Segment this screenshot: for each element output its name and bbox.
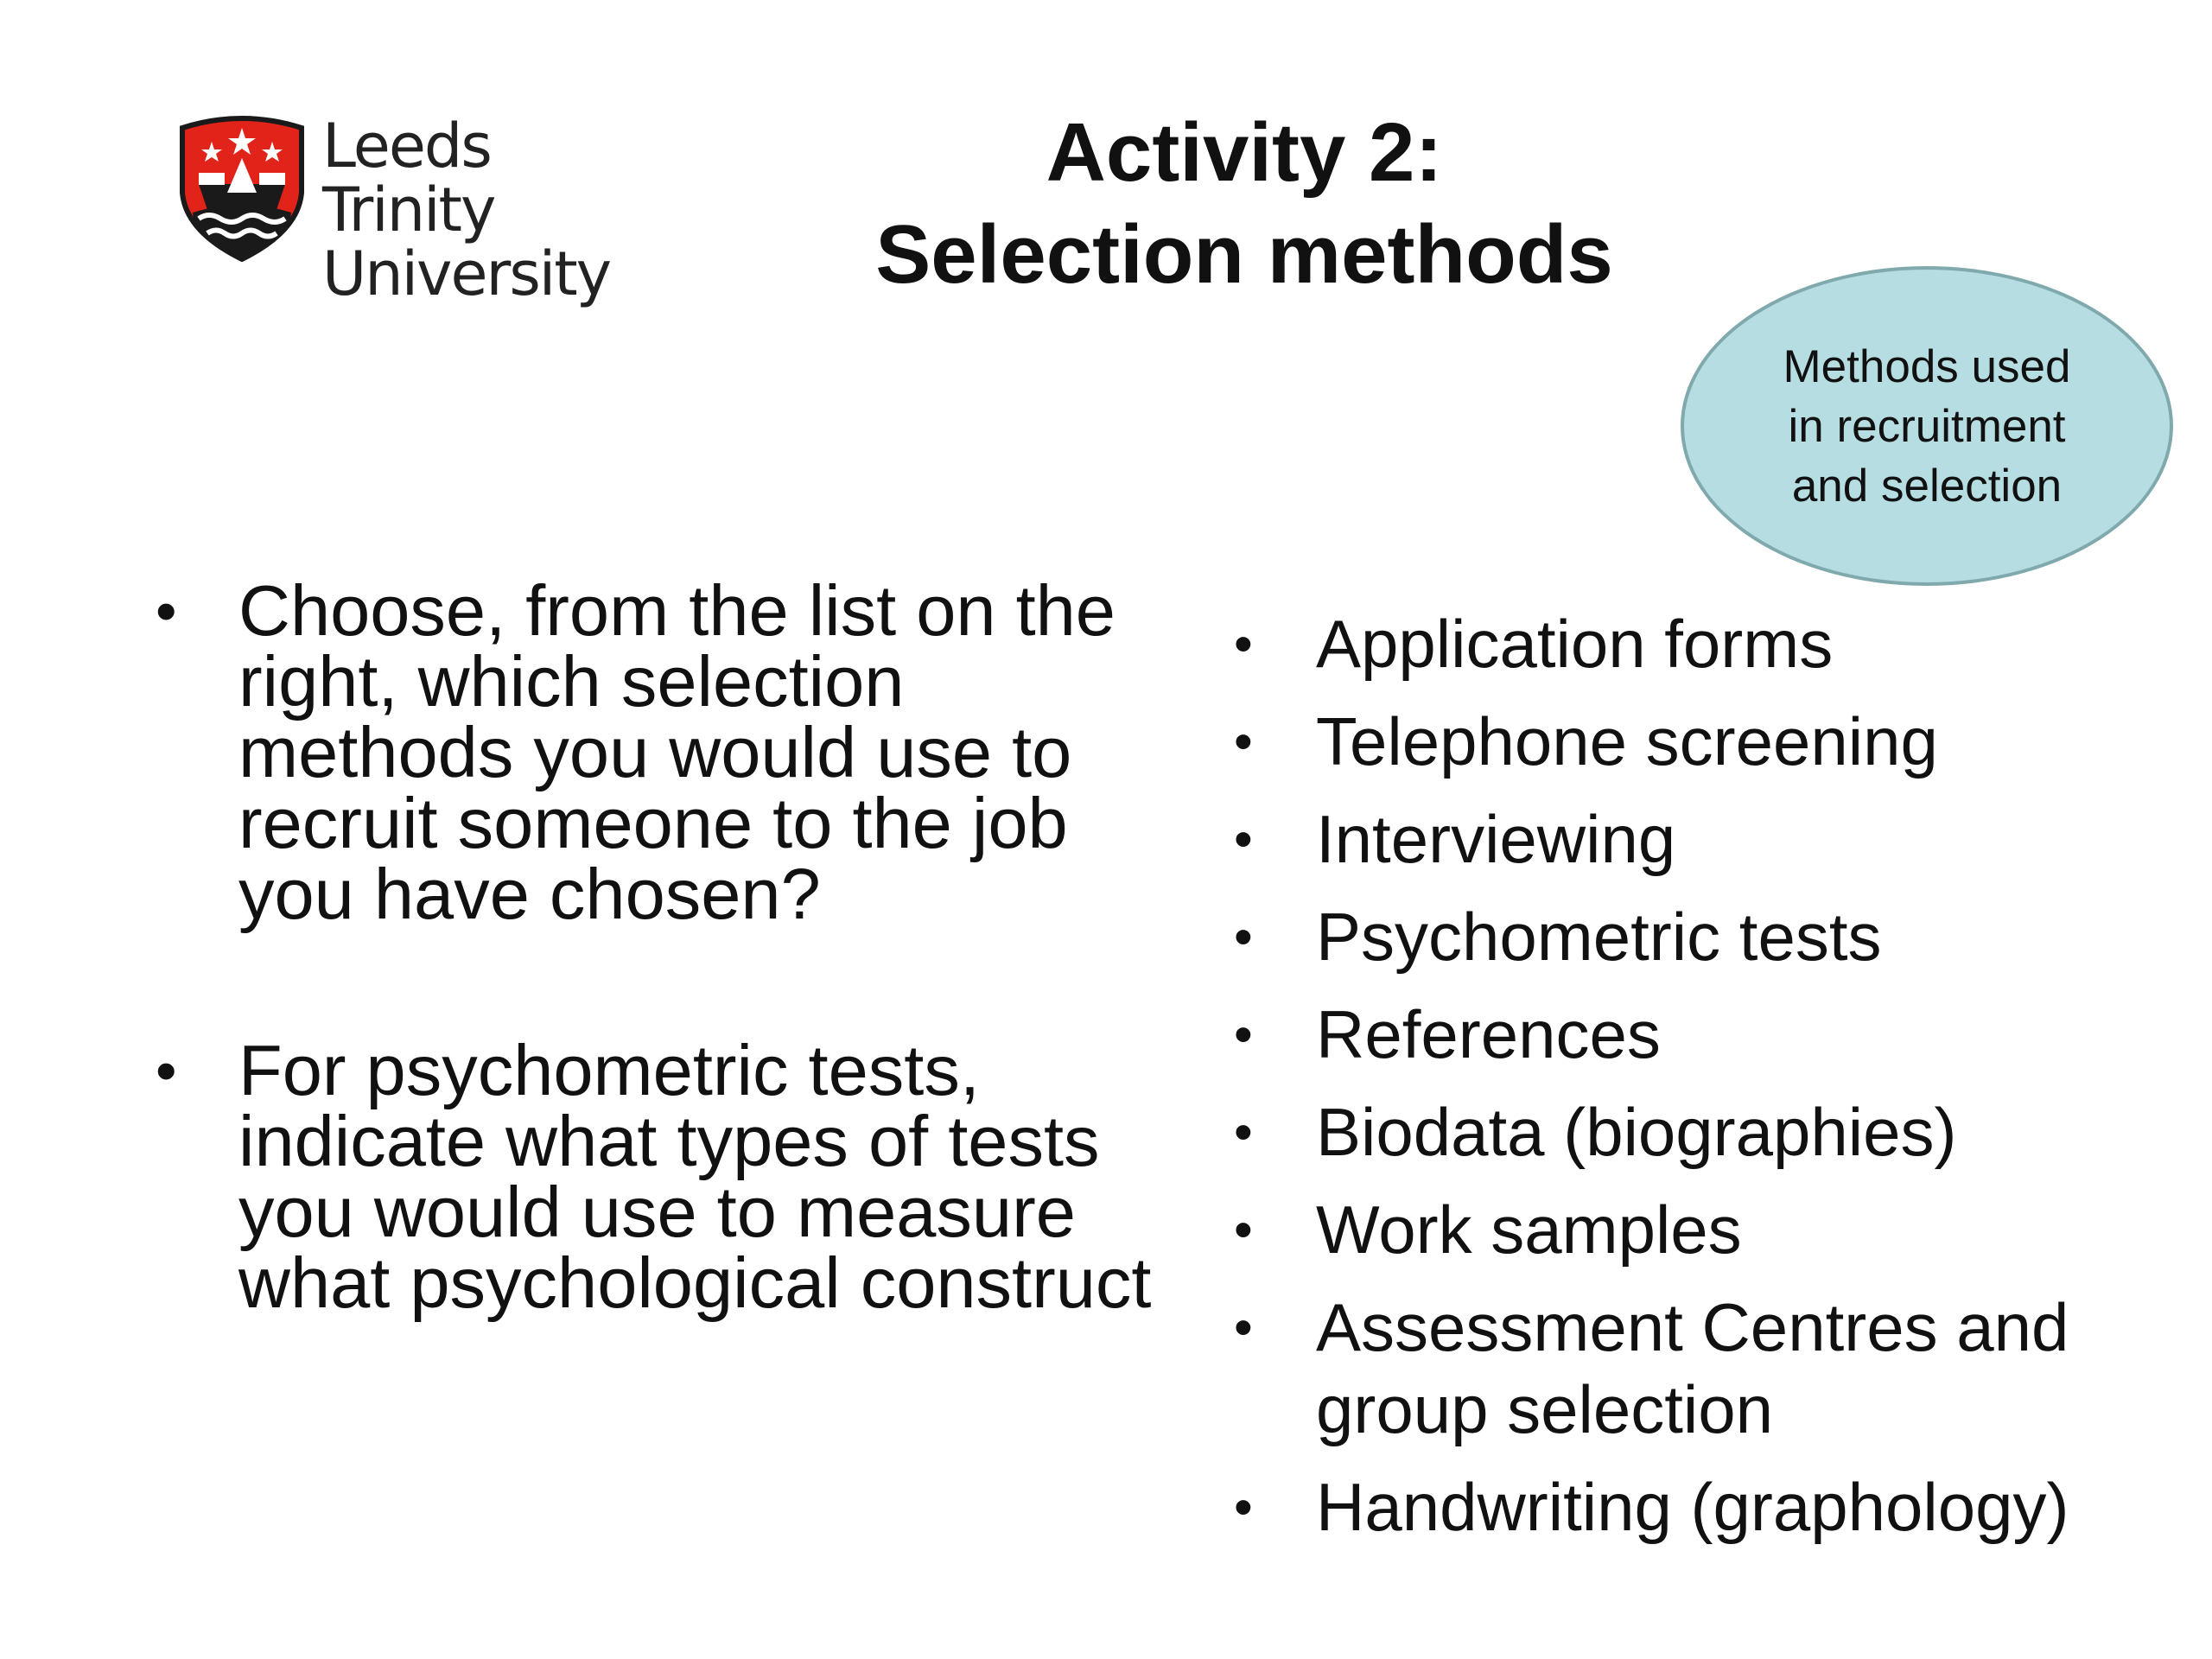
bullet-icon: • [1234, 907, 1253, 967]
instruction-item [156, 1030, 1192, 1323]
method-text: Assessment Centres and group selection [1316, 1289, 2069, 1447]
bullet-icon: • [1234, 712, 1253, 772]
method-item [1234, 1287, 2184, 1451]
bullet-icon: • [1234, 1298, 1253, 1357]
method-item [1234, 994, 2184, 1076]
method-text: Handwriting (graphology) [1316, 1469, 2069, 1545]
method-item [1234, 1466, 2184, 1548]
method-item [1234, 603, 2184, 685]
method-item [1234, 1189, 2184, 1271]
title-line-2: Selection methods [875, 208, 1613, 301]
shield-crest-icon [177, 111, 307, 262]
bullet-icon: • [1234, 810, 1253, 869]
bullet-icon: • [1234, 1103, 1253, 1162]
method-text: Psychometric tests [1316, 899, 1882, 975]
bullet-icon: • [1234, 1200, 1253, 1260]
method-text: Telephone screening [1316, 703, 1938, 779]
university-logo [177, 111, 678, 309]
bullet-icon: • [156, 1037, 177, 1104]
logo-line-1: Leeds Trinity [322, 111, 495, 245]
instructions-list [156, 570, 1192, 1424]
method-text: Work samples [1316, 1192, 1742, 1268]
bullet-icon: • [156, 577, 177, 645]
slide-title [778, 102, 1711, 306]
method-text: Interviewing [1316, 801, 1676, 877]
method-item [1234, 798, 2184, 880]
method-text: Biodata (biographies) [1316, 1094, 1957, 1170]
methods-bubble [1681, 266, 2173, 586]
bullet-icon: • [1234, 614, 1253, 674]
bullet-icon: • [1234, 1478, 1253, 1537]
logo-wordmark [322, 111, 678, 309]
method-item [1234, 1091, 2184, 1173]
title-line-1: Activity 2: [1046, 106, 1443, 199]
instruction-item [156, 570, 1192, 934]
methods-list [1234, 603, 2184, 1564]
logo-line-2: University [322, 238, 611, 309]
bubble-text: Methods used in recruitment and selection [1783, 340, 2071, 512]
method-text: Application forms [1316, 606, 1834, 682]
method-item [1234, 701, 2184, 783]
instruction-text: For psychometric tests, indicate what types of tests you would use to measure what psychological construct [238, 1030, 1152, 1323]
method-text: References [1316, 996, 1661, 1072]
bullet-icon: • [1234, 1005, 1253, 1065]
method-item [1234, 896, 2184, 978]
instruction-text: Choose, from the list on the right, which selection methods you would use to recruit someone to the job you have chosen? [238, 570, 1116, 934]
